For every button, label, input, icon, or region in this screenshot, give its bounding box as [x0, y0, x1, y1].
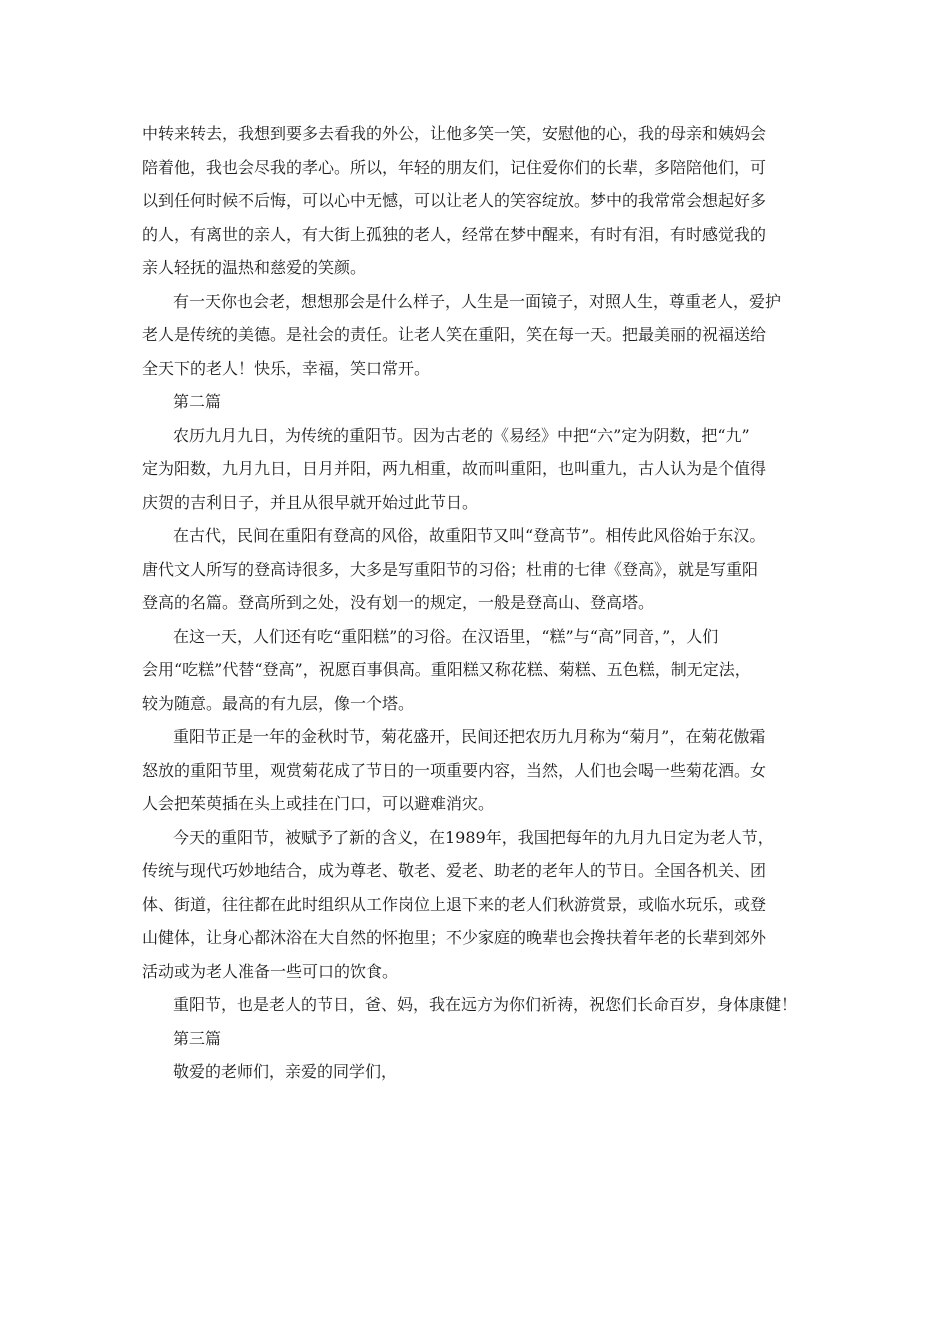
text-line: 体、街道，往往都在此时组织从工作岗位上退下来的老人们秋游赏景，或临水玩乐，或登: [142, 894, 767, 914]
text-line: 第三篇: [173, 1028, 222, 1048]
text-line: 在古代，民间在重阳有登高的风俗，故重阳节又叫“登高节”。相传此风俗始于东汉。: [173, 526, 766, 545]
text-line: 陪着他，我也会尽我的孝心。所以，年轻的朋友们，记住爱你们的长辈，多陪陪他们，可: [142, 157, 767, 177]
text-line: 老人是传统的美德。是社会的责任。让老人笑在重阳，笑在每一天。把最美丽的祝福送给: [142, 325, 767, 344]
text-line: 传统与现代巧妙地结合，成为尊老、敬老、爱老、助老的老年人的节日。全国各机关、团: [142, 861, 767, 880]
text-line: 庆贺的吉利日子，并且从很早就开始过此节日。: [142, 492, 479, 512]
text-line: 中转来转去，我想到要多去看我的外公，让他多笑一笑，安慰他的心，我的母亲和姨妈会: [142, 124, 767, 143]
text-line: 活动或为老人准备一些可口的饮食。: [142, 961, 399, 981]
text-line: 全天下的老人！快乐，幸福，笑口常开。: [142, 358, 431, 378]
text-line: 登高的名篇。登高所到之处，没有划一的规定，一般是登高山、登高塔。: [142, 593, 655, 612]
text-line: 的人，有离世的亲人，有大街上孤独的老人，经常在梦中醒来，有时有泪，有时感觉我的: [142, 224, 767, 244]
text-line: 亲人轻抚的温热和慈爱的笑颜。: [142, 258, 367, 277]
text-line: 重阳节，也是老人的节日，爸、妈，我在远方为你们祈祷，祝您们长命百岁，身体康健！: [173, 995, 798, 1014]
text-line: 第二篇: [173, 392, 222, 411]
text-line: 今天的重阳节，被赋予了新的含义，在1989年，我国把每年的九月九日定为老人节，: [173, 827, 774, 847]
text-line: 会用“吃糕”代替“登高”，祝愿百事俱高。重阳糕又称花糕、菊糕、五色糕，制无定法，: [142, 660, 751, 679]
text-line: 怒放的重阳节里，观赏菊花成了节日的一项重要内容，当然，人们也会喝一些菊花酒。女: [142, 760, 767, 780]
text-line: 敬爱的老师们，亲爱的同学们，: [173, 1062, 398, 1081]
text-line: 农历九月九日，为传统的重阳节。因为古老的《易经》中把“六”定为阴数，把“九”: [173, 425, 750, 445]
text-line: 在这一天，人们还有吃“重阳糕”的习俗。在汉语里，“糕”与“高”同音，”，人们: [173, 626, 719, 646]
text-line: 以到任何时候不后悔，可以心中无憾，可以让老人的笑容绽放。梦中的我常常会想起好多: [142, 191, 767, 210]
text-line: 山健体，让身心都沐浴在大自然的怀抱里；不少家庭的晚辈也会搀扶着年老的长辈到郊外: [142, 928, 767, 947]
text-line: 较为随意。最高的有九层，像一个塔。: [142, 693, 415, 713]
text-line: 有一天你也会老，想想那会是什么样子，人生是一面镜子，对照人生，尊重老人，爱护: [173, 291, 782, 311]
text-line: 定为阳数，九月九日，日月并阳，两九相重，故而叫重阳，也叫重九，古人认为是个值得: [142, 459, 767, 478]
text-line: 唐代文人所写的登高诗很多，大多是写重阳节的习俗；杜甫的七律《登高》，就是写重阳: [142, 559, 759, 579]
text-line: 人会把茱萸插在头上或挂在门口，可以避难消灾。: [142, 794, 495, 813]
text-line: 重阳节正是一年的金秋时节，菊花盛开，民间还把农历九月称为“菊月”，在菊花傲霜: [173, 727, 766, 746]
document-body: [142, 117, 842, 1089]
